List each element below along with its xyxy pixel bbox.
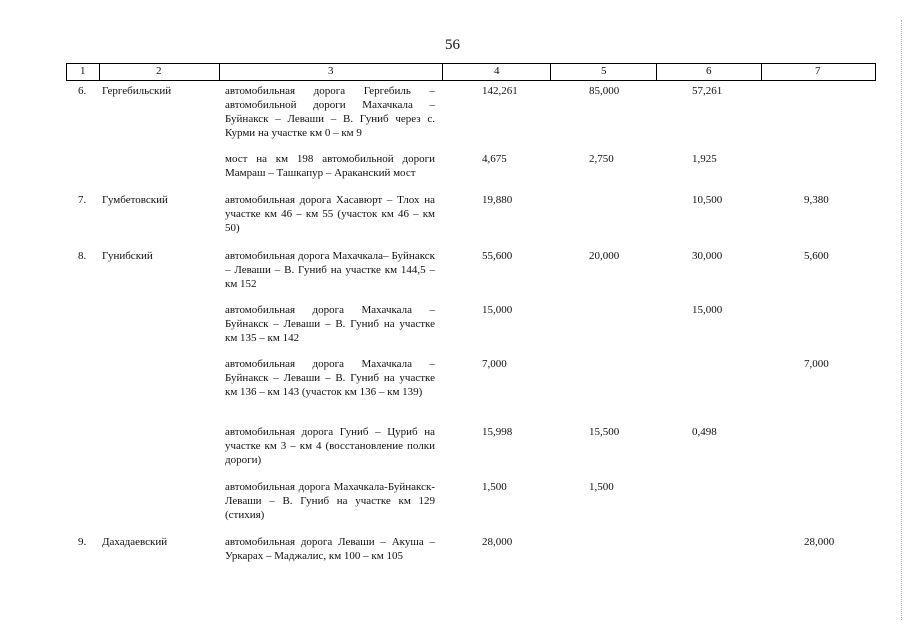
value-col4: 142,261: [482, 85, 518, 97]
column-header: 2: [156, 65, 162, 77]
column-divider: [761, 64, 762, 80]
road-description: автомобильная дорога Махачкала– Буйнакск – Леваши – В. Гуниб на участке км 144,5 – км 152: [225, 250, 435, 290]
district-name: Гумбетовский: [102, 194, 168, 206]
column-header: 1: [80, 65, 86, 77]
column-header: 4: [494, 65, 500, 77]
value-col5: 1,500: [589, 481, 614, 493]
road-description: мост на км 198 автомобильной дороги Мамраш – Ташкапур – Араканский мост: [225, 153, 435, 179]
column-divider: [66, 64, 67, 80]
road-description: автомобильная дорога Леваши – Акуша – Уркарах – Маджалис, км 100 – км 105: [225, 536, 435, 562]
row-number: 8.: [78, 250, 87, 262]
district-name: Гергебильский: [102, 85, 172, 97]
value-col6: 0,498: [692, 426, 717, 438]
row-number: 9.: [78, 536, 87, 548]
column-divider: [550, 64, 551, 80]
value-col5: 15,500: [589, 426, 620, 438]
value-col6: 57,261: [692, 85, 723, 97]
row-number: 6.: [78, 85, 87, 97]
value-col5: 20,000: [589, 250, 620, 262]
value-col7: 9,380: [804, 194, 829, 206]
value-col5: 85,000: [589, 85, 620, 97]
value-col4: 55,600: [482, 250, 513, 262]
table-header: [66, 63, 876, 81]
value-col7: 7,000: [804, 358, 829, 370]
road-description: автомобильная дорога Гуниб – Цуриб на участке км 3 – км 4 (восстановление полки дороги): [225, 426, 435, 466]
page-number: 56: [445, 37, 460, 53]
value-col4: 1,500: [482, 481, 507, 493]
row-number: 7.: [78, 194, 87, 206]
column-header: 7: [815, 65, 821, 77]
road-description: автомобильная дорога Махачкала-Буйнакск-Леваши – В. Гуниб на участке км 129 (стихия): [225, 481, 435, 521]
value-col7: 28,000: [804, 536, 835, 548]
road-description: автомобильная дорога Махачкала – Буйнакск – Леваши – В. Гуниб на участке км 135 – км 142: [225, 304, 435, 344]
value-col6: 1,925: [692, 153, 717, 165]
value-col5: 2,750: [589, 153, 614, 165]
value-col4: 7,000: [482, 358, 507, 370]
column-header: 5: [601, 65, 607, 77]
road-description: автомобильная дорога Гергебиль – автомобильной дороги Махачкала – Буйнакск – Леваши – В. Гуниб через с. Курми на участке км 0 – км 9: [225, 85, 435, 139]
column-divider: [442, 64, 443, 80]
value-col6: 10,500: [692, 194, 723, 206]
column-divider: [99, 64, 100, 80]
value-col4: 28,000: [482, 536, 513, 548]
column-divider: [219, 64, 220, 80]
value-col4: 4,675: [482, 153, 507, 165]
column-divider: [875, 64, 876, 80]
column-header: 6: [706, 65, 712, 77]
column-header: 3: [328, 65, 334, 77]
value-col6: 30,000: [692, 250, 723, 262]
road-description: автомобильная дорога Хасавюрт – Тлох на участке км 46 – км 55 (участок км 46 – км 50): [225, 194, 435, 234]
value-col6: 15,000: [692, 304, 723, 316]
value-col4: 15,998: [482, 426, 513, 438]
value-col4: 19,880: [482, 194, 513, 206]
scan-edge: [901, 20, 903, 620]
value-col4: 15,000: [482, 304, 513, 316]
district-name: Гунибский: [102, 250, 153, 262]
road-description: автомобильная дорога Махачкала – Буйнакск – Леваши – В. Гуниб на участке км 136 – км 143 (участок км 136 – км 139): [225, 358, 435, 398]
value-col7: 5,600: [804, 250, 829, 262]
column-divider: [656, 64, 657, 80]
district-name: Дахадаевский: [102, 536, 168, 548]
